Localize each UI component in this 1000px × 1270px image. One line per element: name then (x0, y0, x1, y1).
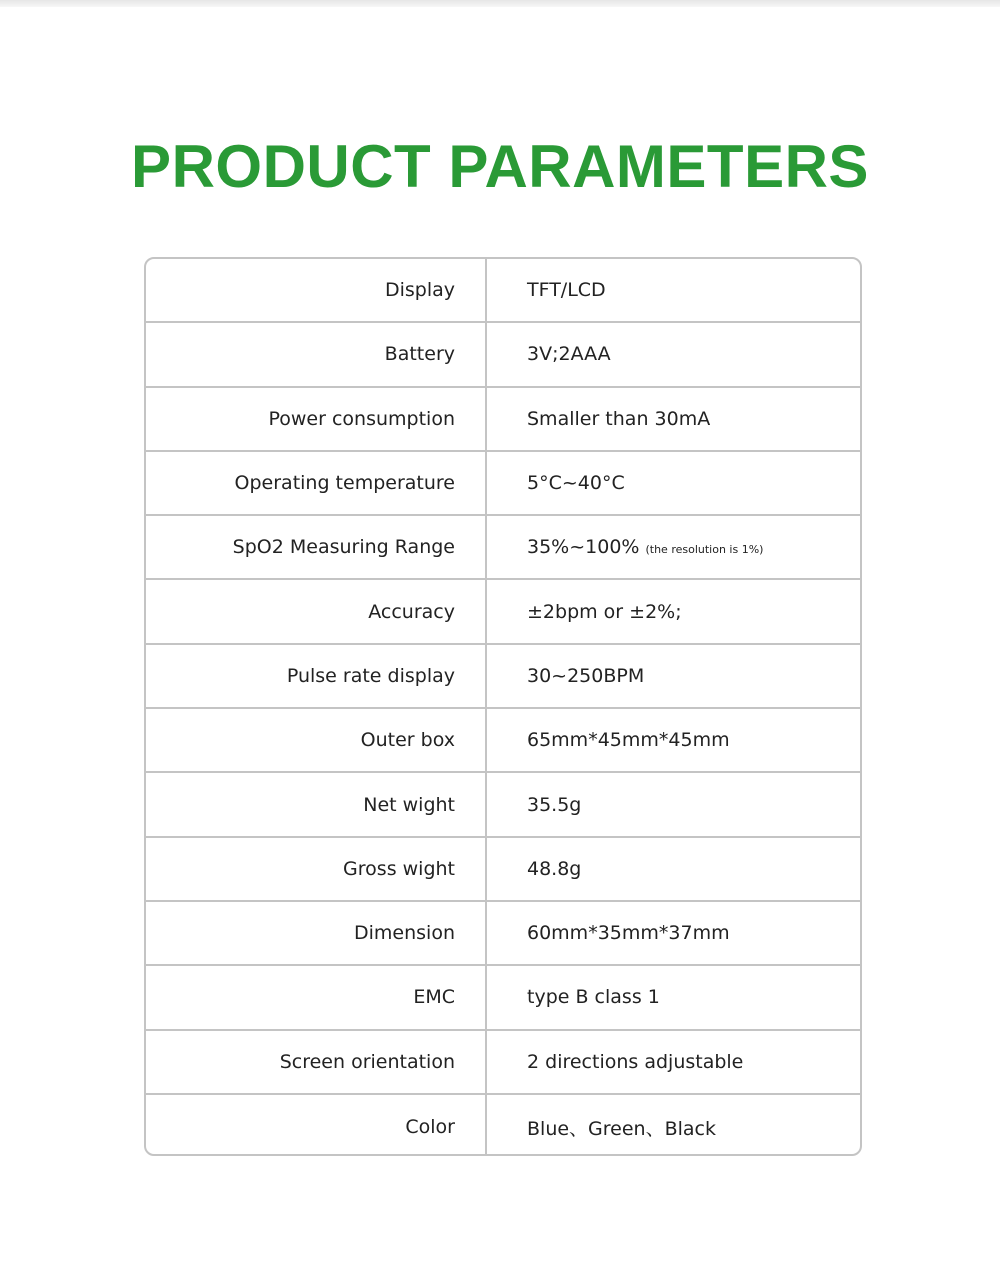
parameter-label: Gross wight (343, 857, 455, 880)
parameter-label: Power consumption (268, 407, 455, 430)
parameter-value-text: 30~250BPM (527, 664, 645, 687)
parameter-value-text: 2 directions adjustable (527, 1050, 744, 1073)
parameter-value-text: 48.8g (527, 857, 582, 880)
parameter-value-text: 5°C~40°C (527, 472, 625, 495)
table-row (146, 580, 860, 644)
page-title: PRODUCT PARAMETERS (131, 133, 869, 200)
parameter-value (527, 1031, 852, 1093)
table-row (146, 388, 860, 452)
parameter-value (527, 1095, 852, 1156)
parameter-label: SpO2 Measuring Range (232, 536, 455, 559)
table-row (146, 452, 860, 516)
table-row (146, 966, 860, 1030)
table-row (146, 902, 860, 966)
parameter-value (527, 580, 852, 642)
table-row (146, 259, 860, 323)
parameter-value-text: 35%~100% (527, 536, 640, 559)
parameter-value-text: 65mm*45mm*45mm (527, 729, 730, 752)
parameter-value-text: Smaller than 30mA (527, 407, 711, 430)
table-row (146, 1031, 860, 1095)
table-row (146, 1095, 860, 1156)
parameter-label: Display (384, 279, 455, 302)
parameter-value (527, 388, 852, 450)
parameter-value-text: 3V;2AAA (527, 343, 611, 366)
parameter-value-text: Blue、Green、Black (527, 1117, 716, 1140)
parameter-value-text: 35.5g (527, 793, 582, 816)
parameter-value-text: type B class 1 (527, 986, 660, 1009)
parameter-label: EMC (413, 986, 455, 1009)
table-row (146, 709, 860, 773)
parameter-value (527, 709, 852, 771)
parameter-label: Net wight (363, 793, 455, 816)
table-row (146, 516, 860, 580)
parameter-label: Pulse rate display (286, 664, 455, 687)
parameter-value (527, 645, 852, 707)
parameter-value-text: ±2bpm or ±2%; (527, 600, 682, 623)
parameter-label: Operating temperature (234, 472, 455, 495)
parameter-value (527, 452, 852, 514)
parameter-label: Outer box (360, 729, 455, 752)
parameter-label: Battery (384, 343, 455, 366)
table-row (146, 773, 860, 837)
parameter-value (527, 323, 852, 385)
parameter-value (527, 773, 852, 835)
parameter-value (527, 966, 852, 1028)
parameter-value-text: TFT/LCD (527, 279, 606, 302)
parameters-table (144, 257, 862, 1156)
parameter-label: Dimension (354, 922, 455, 945)
table-row (146, 838, 860, 902)
parameter-value (527, 259, 852, 321)
parameter-label: Accuracy (368, 600, 455, 623)
top-divider (0, 0, 1000, 7)
parameter-label: Color (405, 1116, 455, 1138)
table-row (146, 645, 860, 709)
parameter-value (527, 838, 852, 900)
parameter-note: (the resolution is 1%) (645, 542, 764, 556)
parameter-label: Screen orientation (279, 1050, 455, 1073)
parameter-value (527, 902, 852, 964)
table-row (146, 323, 860, 387)
parameter-value (527, 516, 852, 578)
parameter-value-text: 60mm*35mm*37mm (527, 922, 730, 945)
